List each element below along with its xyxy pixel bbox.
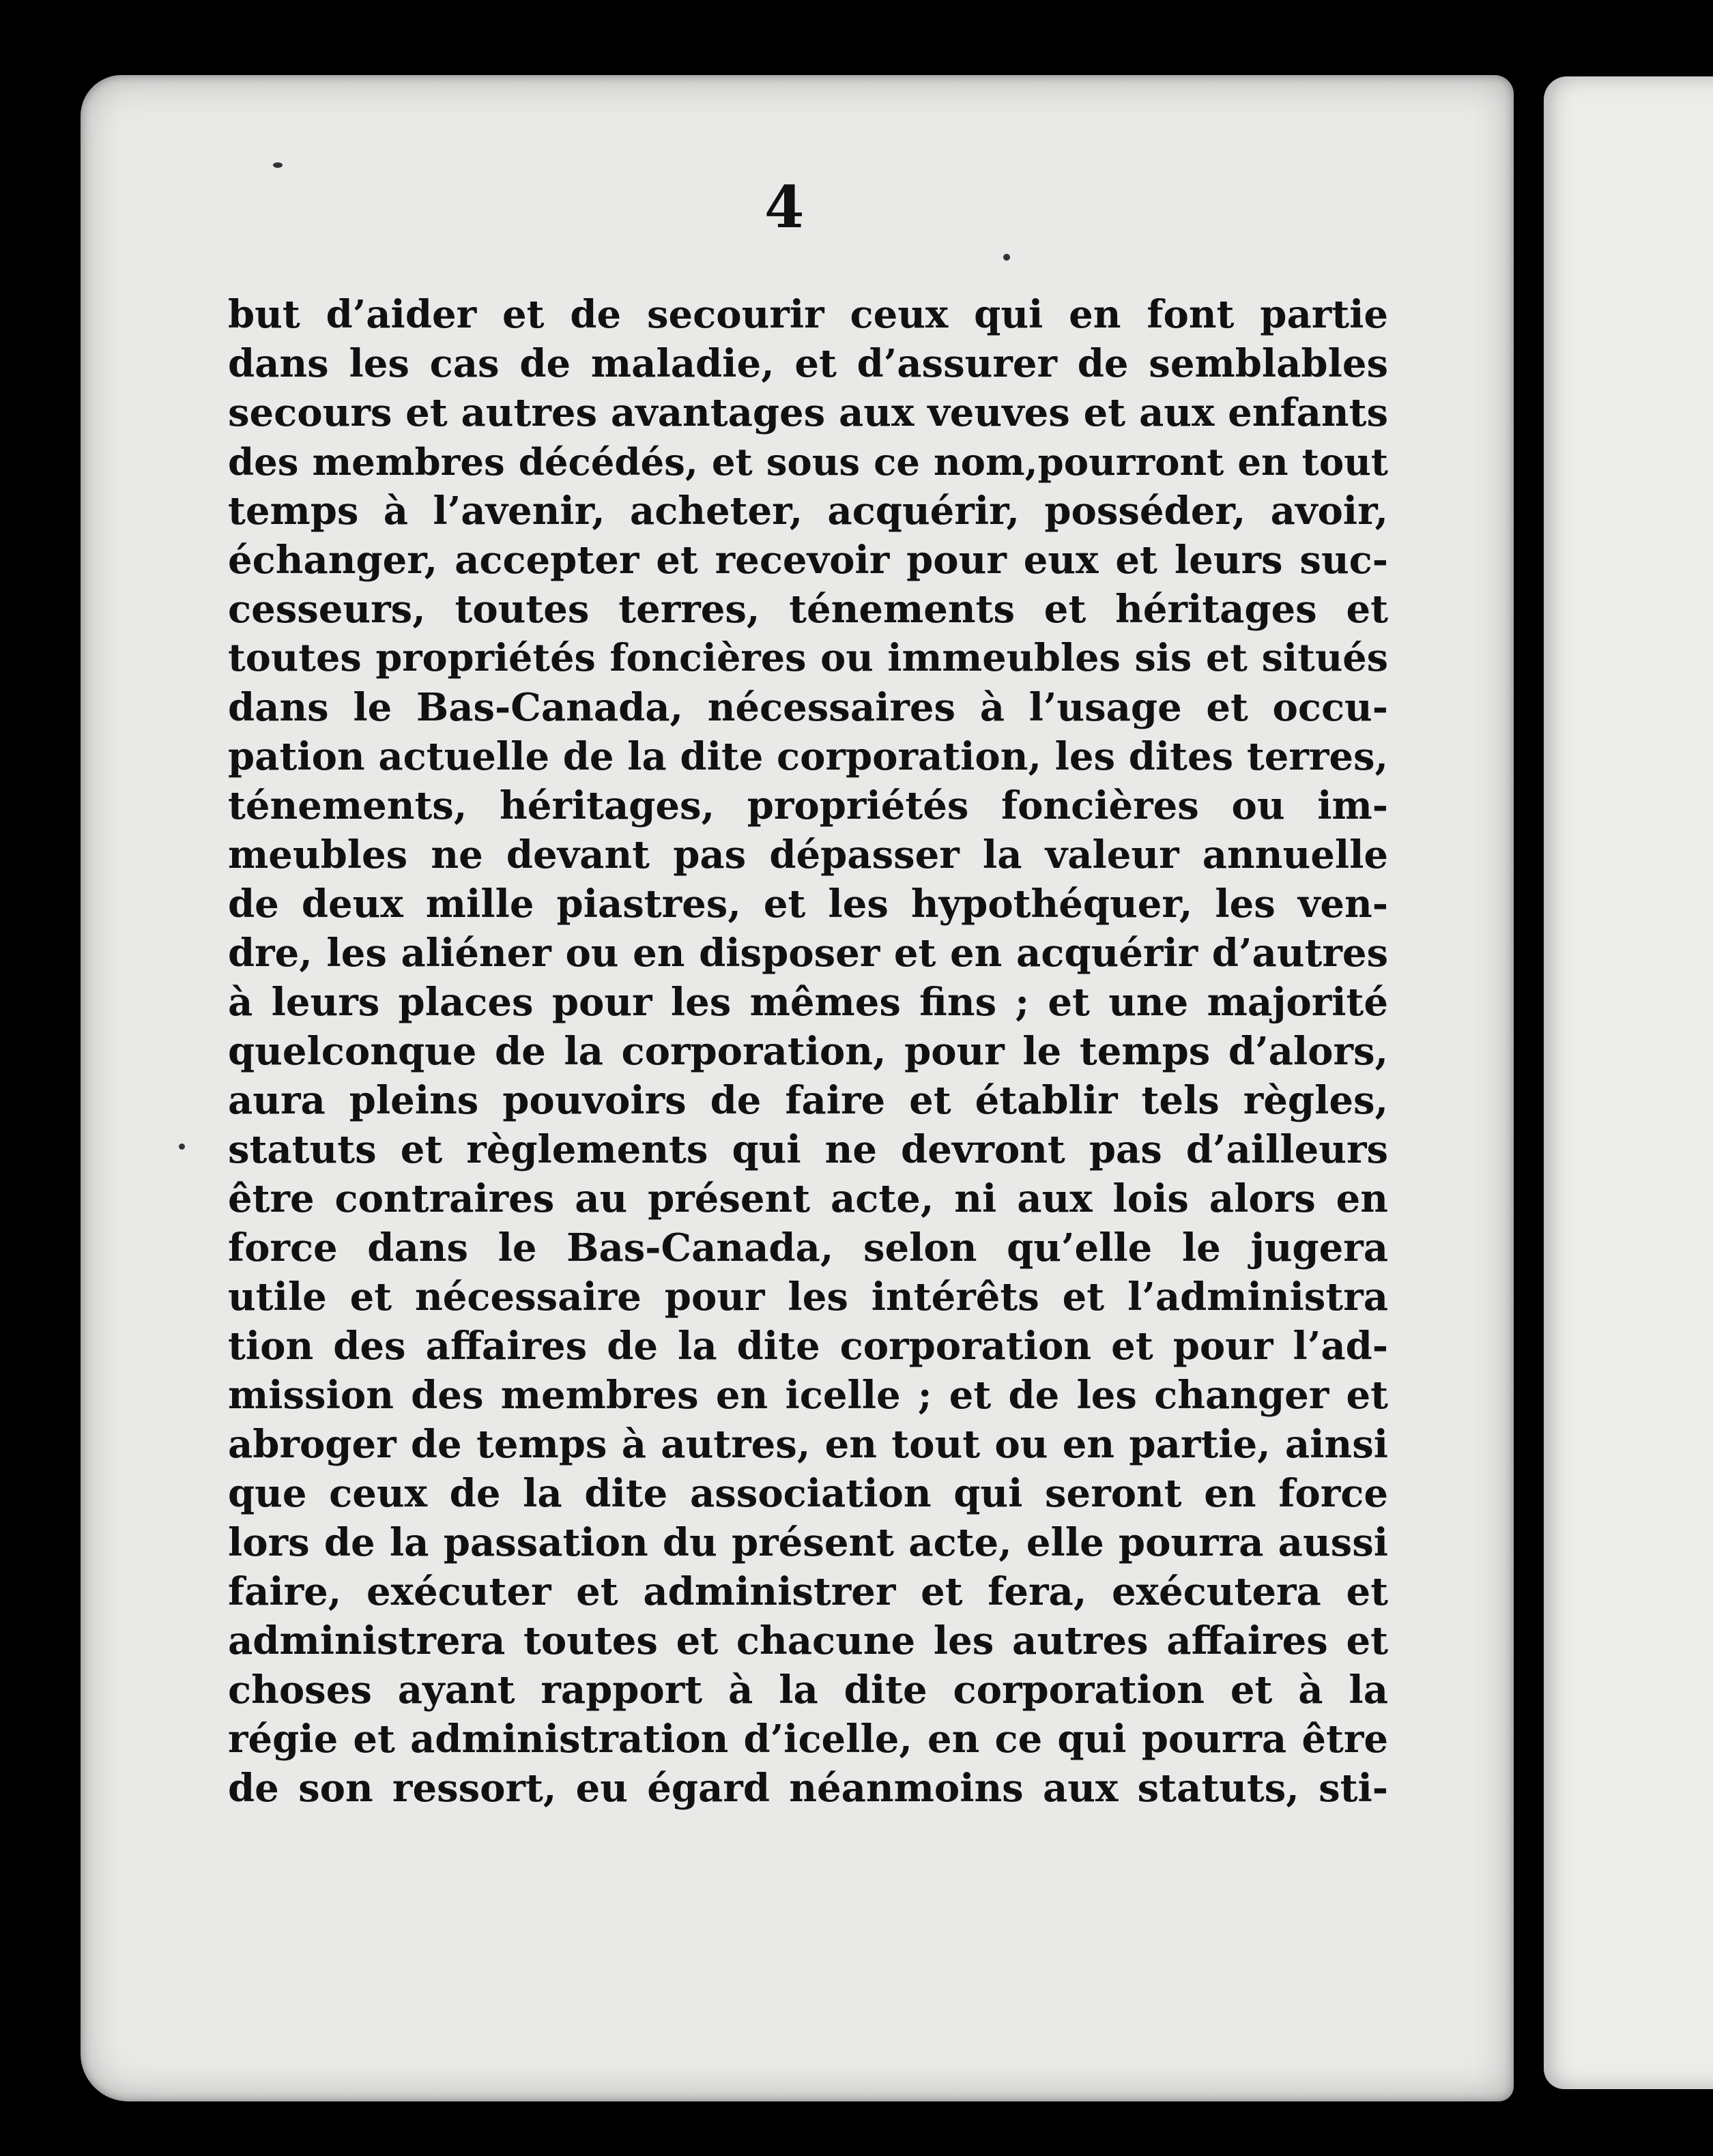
text-line: abroger de temps à autres, en tout ou en partie, ainsi — [228, 1422, 1388, 1467]
text-line: régie et administration d’icelle, en ce qui pourra être — [228, 1717, 1388, 1762]
text-line: but d’aider et de secourir ceux qui en font partie — [228, 292, 1388, 337]
text-line: meubles ne devant pas dépasser la valeur annuelle — [228, 832, 1388, 877]
text-line: dre, les aliéner ou en disposer et en acquérir d’autres — [228, 931, 1388, 976]
text-line: aura pleins pouvoirs de faire et établir tels règles, — [228, 1078, 1388, 1123]
text-line: des membres décédés, et sous ce nom,pourront en tout — [228, 440, 1388, 484]
text-line: utile et nécessaire pour les intérêts et l’administra — [228, 1274, 1388, 1320]
adjacent-page-edge — [1544, 76, 1713, 2089]
text-line: dans le Bas-Canada, nécessaires à l’usage et occu- — [228, 685, 1388, 730]
text-line: de deux mille piastres, et les hypothéquer, les ven- — [228, 882, 1388, 927]
body-text — [228, 290, 1388, 1813]
text-line: quelconque de la corporation, pour le temps d’alors, — [228, 1029, 1388, 1074]
text-line: être contraires au présent acte, ni aux lois alors en — [228, 1176, 1388, 1221]
text-line: tion des affaires de la dite corporation et pour l’ad- — [228, 1324, 1388, 1369]
text-line: faire, exécuter et administrer et fera, exécutera et — [228, 1569, 1388, 1614]
text-line: cesseurs, toutes terres, ténements et héritages et — [228, 587, 1388, 632]
ink-speck — [273, 162, 283, 168]
text-line: administrera toutes et chacune les autres affaires et — [228, 1618, 1388, 1663]
text-line: ténements, héritages, propriétés foncières ou im- — [228, 783, 1388, 828]
text-line: secours et autres avantages aux veuves et aux enfants — [228, 390, 1388, 435]
text-line: choses ayant rapport à la dite corporation et à la — [228, 1667, 1388, 1713]
text-line: toutes propriétés foncières ou immeubles sis et situés — [228, 636, 1388, 680]
text-line: temps à l’avenir, acheter, acquérir, posséder, avoir, — [228, 489, 1388, 534]
ink-speck — [1003, 254, 1010, 261]
text-line: dans les cas de maladie, et d’assurer de semblables — [228, 341, 1388, 386]
text-line: force dans le Bas-Canada, selon qu’elle le jugera — [228, 1225, 1388, 1270]
page-number: 4 — [764, 173, 805, 241]
text-line: que ceux de la dite association qui seront en force — [228, 1471, 1388, 1516]
ink-speck — [179, 1143, 185, 1150]
text-line: statuts et règlements qui ne devront pas d’ailleurs — [228, 1127, 1388, 1172]
text-line: mission des membres en icelle ; et de les changer et — [228, 1373, 1388, 1418]
text-line: lors de la passation du présent acte, elle pourra aussi — [228, 1520, 1388, 1565]
text-line: échanger, accepter et recevoir pour eux et leurs suc- — [228, 538, 1388, 583]
text-line: pation actuelle de la dite corporation, les dites terres, — [228, 734, 1388, 779]
text-line: à leurs places pour les mêmes fins ; et une majorité — [228, 980, 1388, 1025]
text-line: de son ressort, eu égard néanmoins aux statuts, sti- — [228, 1766, 1388, 1811]
